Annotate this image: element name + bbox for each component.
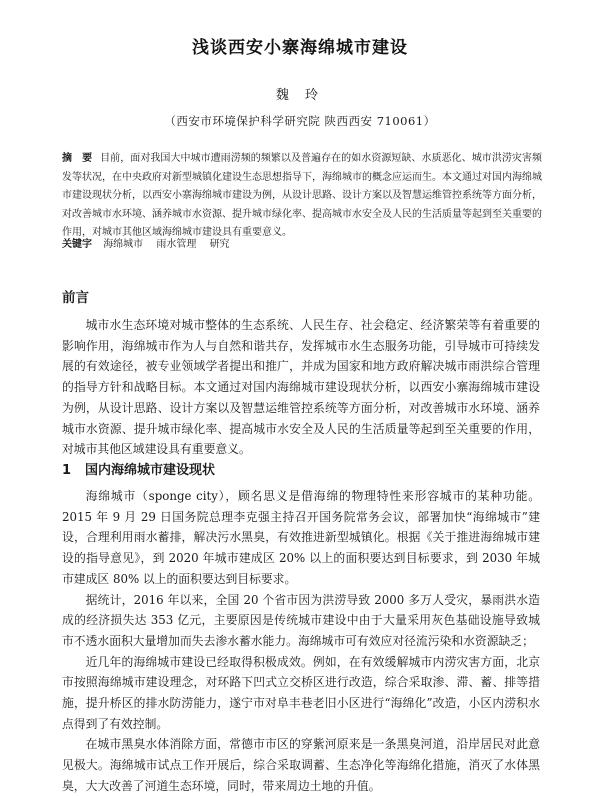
keyword-item: 研究 — [209, 239, 230, 250]
paper-title: 浅谈西安小寨海绵城市建设 — [192, 38, 408, 58]
keywords — [62, 236, 542, 254]
section-1-paragraph: 在城市黑臭水体消除方面，常德市市区的穿紫河原来是一条黑臭河道，沿岸居民对此意见极大。海绵城市试点工作开展后，综合采取调蓄、生态净化等海绵化措施，消灭了水体黑臭，大大改善了河道生态环境，同时，带来周边土地的升值。 — [62, 737, 540, 793]
section-1-number: 1 — [62, 463, 72, 478]
abstract — [62, 150, 542, 243]
preface-paragraph: 城市水生态环境对城市整体的生态系统、人民生存、社会稳定、经济繁荣等有着重要的影响作用，海绵城市作为人与自然和谐共存，发挥城市水生态服务功能，引导城市可持续发展的有效途径，被专业领域学者提出和推广，并成为国家和地方政府解决城市雨洪综合管理的指导方针和战略目标。本文通过对国内海绵城市建设现状分析，以西安小寨海绵城市建设为例，从设计思路、设计方案以及智慧运维管控系统等方面分析，对改善城市水环境、涵养城市水资源、提升城市绿化率、提高城市水安全及人民的生活质量等起到至关重要的作用，对城市其他区域建设具有重要意义。 — [62, 318, 540, 457]
keywords-label: 关键字 — [62, 239, 92, 250]
section-1-paragraph: 据统计，2016 年以来，全国 20 个省市因为洪涝导致 2000 多万人受灾，暴雨洪水造成的经济损失达 353 亿元，主要原因是传统城市建设中由于大量采用灰色基础设施导致城市不透水面积大量增加而失去渗水蓄水能力。海绵城市可有效应对径流污染和水资源缺乏； — [62, 592, 540, 648]
section-1-body — [62, 486, 540, 797]
preface-heading: 前言 — [62, 290, 89, 306]
preface-body — [62, 315, 540, 460]
section-1-title: 国内海绵城市建设现状 — [85, 463, 216, 478]
author-name: 魏 玲 — [275, 88, 325, 103]
author-affiliation: （西安市环境保护科学研究院 陕西西安 710061） — [164, 114, 436, 128]
abstract-text: 目前，面对我国大中城市遭雨涝频的频繁以及普遍存在的如水资源短缺、水质恶化、城市洪涝灾害频发等状况，在中央政府对新型城镇化建设生态思想指导下，海绵城市的概念应运而生。本文通过对国内海绵城市建设现状分析，以西安小寨海绵城市建设为例，从设计思路、设计方案以及智慧运维管控系统等方面分析，对改善城市水环境、涵养城市水资源、提升城市绿化率、提高城市水安全及人民的生活质量等起到至关重要的作用，对城市其他区域海绵城市建设具有重要意义。 — [62, 153, 543, 238]
section-1-paragraph: 近几年的海绵城市建设已经取得积极成效。例如，在有效缓解城市内涝灾害方面，北京市按照海绵城市建设理念，对环路下凹式立交桥区进行改造，综合采取渗、滞、蓄、排等措施，提升桥区的排水防涝能力，遂宁市对阜丰巷老旧小区进行“海绵化”改造，小区内涝积水点得到了有效控制。 — [62, 654, 540, 731]
section-1-heading — [62, 459, 215, 478]
section-1-paragraph: 海绵城市（sponge city），顾名思义是借海绵的物理特性来形容城市的某种功能。2015 年 9 月 29 日国务院总理李克强主持召开国务院常务会议，部署加快“海绵城市”建设，合理利用雨水蓄排，解决污水黑臭，有效推进新型城镇化。根据《关于推进海绵城市建设的指导意见》，到 2020 年城市建成区 20% 以上的面积要达到目标要求，到 2030 年城市建成区 80% 以上的面积要达到目标要求。 — [62, 489, 540, 586]
keyword-item: 海绵城市 — [103, 239, 144, 250]
abstract-label: 摘 要 — [62, 153, 93, 164]
keyword-item: 雨水管理 — [156, 239, 197, 250]
